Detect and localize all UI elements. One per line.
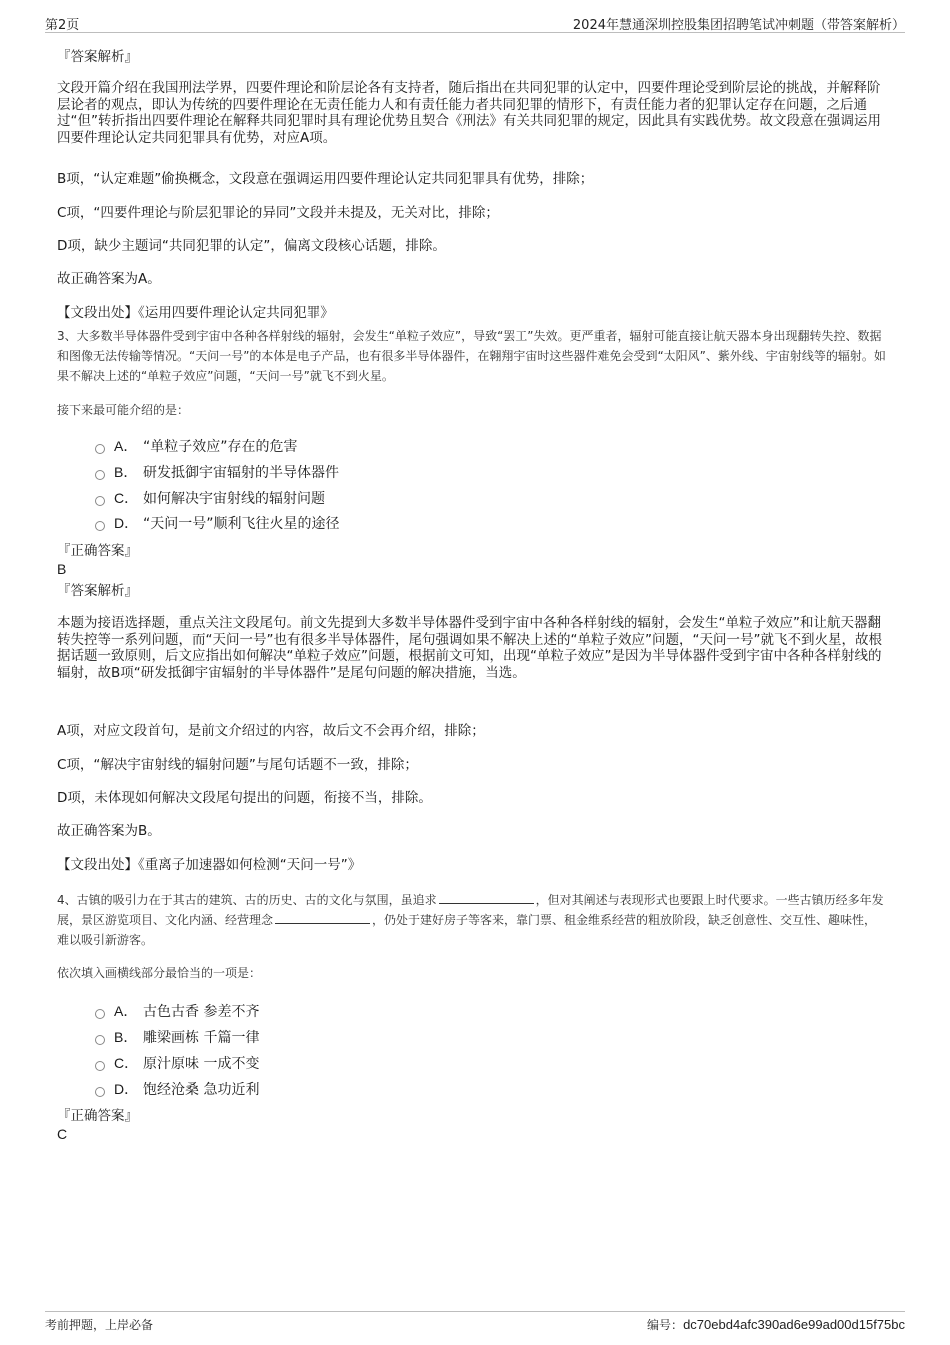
radio-icon[interactable] [95,521,105,531]
q4-option-b[interactable]: B． 雕梁画栋 千篇一律 [95,1028,259,1046]
radio-icon[interactable] [95,1035,105,1045]
correct-answer-label: 『正确答案』 [57,1108,138,1124]
analysis-body: 本题为接语选择题，重点关注文段尾句。前文先提到大多数半导体器件受到宇宙中各种各样射线的辐射，会发生“单粒子效应”和让航天器翻转失控等一系列问题，而“天问一号”也有很多半导体器件，尾句强调如果不解决上述的“单粒子效应”问题，“天问一号”就飞不到火星，故根据话题一致原则，后文应指出如何解决“单粒子效应”问题，根据前文可知，出现“单粒子效应”是因为半导体器件受到宇宙中各种各样射线的辐射，故B项“研发抵御宇宙辐射的半导体器件”是尾句问题的解决措施，当选。 [57,615,882,681]
analysis-option-c: C项，“解决宇宙射线的辐射问题”与尾句话题不一致，排除； [57,757,418,773]
document-title: 2024年慧通深圳控股集团招聘笔试冲刺题（带答案解析） [572,18,905,33]
analysis-conclusion: 故正确答案为A。 [57,271,161,287]
question-4-stem: 4、古镇的吸引力在于其古的建筑、古的历史、古的文化与氛围，虽追求 ，但对其阐述与表现形式也要跟上时代要求。一些古镇历经多年发展，景区游览项目、文化内涵、经营理念 ，仍处于建好房子等客来，靠门票、租金维系经营的粗放阶段，缺乏创意性、交互性、趣味性，难以吸引新游客。 [57,893,884,947]
analysis-option-d: D项，未体现如何解决文段尾句提出的问题，衔接不当，排除。 [57,790,432,806]
analysis-label: 『答案解析』 [57,583,138,599]
analysis-option-b: B项，“认定难题”偷换概念，文段意在强调运用四要件理论认定共同犯罪具有优势，排除； [57,171,594,187]
footer-slogan: 考前押题，上岸必备 [45,1318,154,1332]
analysis-option-c: C项，“四要件理论与阶层犯罪论的异同”文段并未提及，无关对比，排除； [57,205,499,221]
page-header [45,12,905,33]
source-citation: 【文段出处】《运用四要件理论认定共同犯罪》 [57,305,334,321]
radio-icon[interactable] [95,496,105,506]
radio-icon[interactable] [95,1087,105,1097]
correct-answer-label: 『正确答案』 [57,543,138,559]
q4-option-a[interactable]: A． 古色古香 参差不齐 [95,1002,259,1020]
q4-option-d[interactable]: D． 饱经沧桑 急功近利 [95,1080,259,1098]
document-code: 编号：dc70ebd4afc390ad6e99ad00d15f75bc [647,1317,905,1332]
analysis-conclusion: 故正确答案为B。 [57,823,161,839]
radio-icon[interactable] [95,444,105,454]
q3-option-a[interactable]: A． “单粒子效应”存在的危害 [95,437,298,455]
analysis-body: 文段开篇介绍在我国刑法学界，四要件理论和阶层论各有支持者，随后指出在共同犯罪的认定中，四要件理论受到阶层论的挑战，并解释阶层论者的观点，即认为传统的四要件理论在无责任能力人和有责任能力者共同犯罪的情形下，有责任能力者的犯罪认定存在问题，之后通过“但”转折指出四要件理论在解释共同犯罪时具有理论优势且契合《刑法》有关共同犯罪的规定，因此具有实践优势。故文段意在强调运用四要件理论认定共同犯罪具有优势，对应A项。 [57,80,881,146]
q3-option-c[interactable]: C． 如何解决宇宙射线的辐射问题 [95,489,325,507]
q3-option-d[interactable]: D． “天问一号”顺利飞往火星的途径 [95,514,340,532]
radio-icon[interactable] [95,470,105,480]
radio-icon[interactable] [95,1061,105,1071]
analysis-label: 『答案解析』 [57,49,138,65]
q3-option-b[interactable]: B． 研发抵御宇宙辐射的半导体器件 [95,463,339,481]
fill-blank-2 [275,911,370,924]
page-number: 第2页 [45,18,80,33]
analysis-option-a: A项，对应文段首句，是前文介绍过的内容，故后文不会再介绍，排除； [57,723,485,739]
q4-option-c[interactable]: C． 原汁原味 一成不变 [95,1054,259,1072]
analysis-option-d: D项，缺少主题词“共同犯罪的认定”，偏离文段核心话题，排除。 [57,238,446,254]
question-3-prompt: 接下来最可能介绍的是： [57,403,190,417]
radio-icon[interactable] [95,1009,105,1019]
fill-blank-1 [439,891,534,904]
page-footer [45,1311,905,1336]
question-3-stem: 3、大多数半导体器件受到宇宙中各种各样射线的辐射，会发生“单粒子效应”，导致“罢工”失效。更严重者，辐射可能直接让航天器本身出现翻转失控、数据和图像无法传输等情况。“天问一号”的本体是电子产品，也有很多半导体器件，在翱翔宇宙时这些器件难免会受到“太阳风”、紫外线、宇宙射线等的辐射。如果不解决上述的“单粒子效应”问题，“天问一号”就飞不到火星。 [57,329,886,383]
question-4-prompt: 依次填入画横线部分最恰当的一项是： [57,966,262,980]
correct-answer: B [57,561,67,577]
source-citation: 【文段出处】《重离子加速器如何检测“天问一号”》 [57,857,362,873]
correct-answer: C [57,1126,68,1142]
